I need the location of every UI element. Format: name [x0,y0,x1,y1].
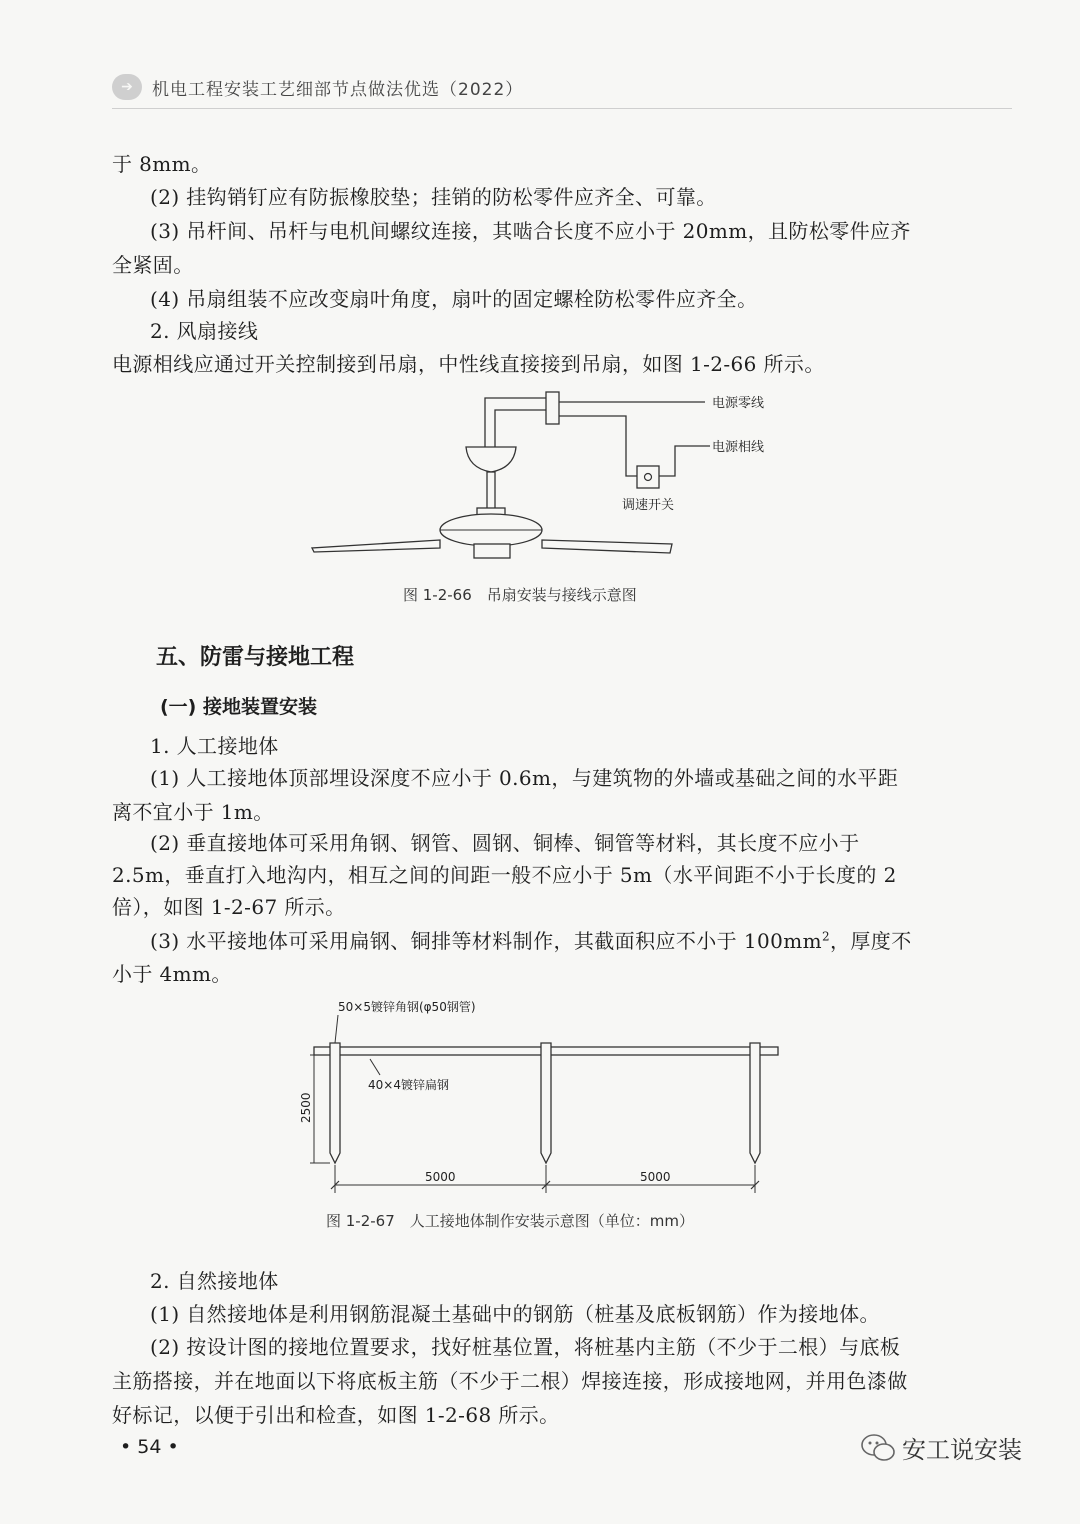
dim-height-text: 2500 [299,1092,313,1123]
paragraph-line: (2) 垂直接地体可采用角钢、钢管、圆钢、铜棒、铜管等材料，其长度不应小于 [150,831,860,855]
paragraph-line: 全紧固。 [112,253,194,277]
running-header [112,74,523,100]
paragraph-line: 离不宜小于 1m。 [112,800,274,824]
paragraph-line: 小于 4mm。 [112,962,232,986]
wire-to-switch [559,416,637,476]
label-angle-steel: 50×5镀锌角钢(φ50钢管) [338,1000,476,1014]
leader-angle [335,1015,338,1043]
paragraph-line: 倍），如图 1-2-67 所示。 [112,895,346,919]
wire-phase-source [659,446,710,476]
header-divider [112,108,1012,109]
speed-switch [637,466,659,488]
ground-rod-2 [541,1043,551,1163]
label-flat-steel: 40×4镀锌扁钢 [368,1078,449,1092]
wechat-icon [860,1433,896,1463]
paragraph-line: (2) 按设计图的接地位置要求，找好桩基位置，将桩基内主筋（不少于二根）与底板 [150,1335,901,1359]
section-title: 五、防雷与接地工程 [156,645,355,670]
paragraph-line: 电源相线应通过开关控制接到吊扇，中性线直接接到吊扇，如图 1-2-66 所示。 [112,352,825,376]
fan-blade-left [312,540,440,552]
book-logo-icon: ➔ [112,74,142,100]
paragraph-line: 2.5m，垂直打入地沟内，相互之间的间距一般不应小于 5m（水平间距不小于长度的 2 [112,863,897,887]
ceiling-canopy [466,447,516,472]
figure-caption: 图 1-2-66 吊扇安装与接线示意图 [403,586,637,604]
junction-terminal [546,392,559,424]
figure-caption: 图 1-2-67 人工接地体制作安装示意图（单位：mm） [326,1212,694,1230]
paragraph-text: (3) 水平接地体可采用扁钢、铜排等材料制作，其截面积应不小于 100mm [150,929,822,953]
fan-blade-right [542,540,672,553]
paragraph-line [150,925,1010,954]
paragraph-text: ，厚度不 [830,929,912,953]
paragraph-line: (2) 挂钩销钉应有防振橡胶垫；挂销的防松零件应齐全、可靠。 [150,185,717,209]
paragraph-line: 主筋搭接，并在地面以下将底板主筋（不少于二根）焊接连接，形成接地网，并用色漆做 [112,1369,908,1393]
downrod [487,472,495,510]
paragraph-line: (4) 吊扇组装不应改变扇叶角度，扇叶的固定螺栓防松零件应齐全。 [150,287,758,311]
header-title: 机电工程安装工艺细部节点做法优选（2022） [152,79,524,100]
subheading-fan-wiring: 2. 风扇接线 [150,319,259,343]
dim-span-text-2: 5000 [640,1170,671,1184]
leader-flat [370,1059,380,1075]
wire-neutral-in [485,398,546,447]
wire-phase-in [495,410,546,447]
figure-ceiling-fan-wiring [300,380,800,580]
superscript: 2 [821,929,830,944]
page-number: • 54 • [120,1436,179,1458]
watermark [860,1430,1022,1465]
section-subtitle: (一) 接地装置安装 [160,696,317,718]
paragraph-line: 于 8mm。 [112,152,212,176]
subheading-artificial-electrode: 1. 人工接地体 [150,734,279,758]
subheading-natural-electrode: 2. 自然接地体 [150,1269,279,1293]
paragraph-line: (1) 自然接地体是利用钢筋混凝土基础中的钢筋（桩基及底板钢筋）作为接地体。 [150,1302,880,1326]
light-cap [474,544,510,558]
paragraph-line: 好标记，以便于引出和检查，如图 1-2-68 所示。 [112,1403,560,1427]
label-switch: 调速开关 [622,498,675,513]
paragraph-line: (3) 吊杆间、吊杆与电机间螺纹连接，其啮合长度不应小于 20mm，且防松零件应齐 [150,219,911,243]
ground-rod-3 [750,1043,760,1163]
ground-rod-1 [330,1043,340,1163]
label-phase: 电源相线 [712,440,765,455]
watermark-text: 安工说安装 [902,1436,1022,1464]
paragraph-line: (1) 人工接地体顶部埋设深度不应小于 0.6m，与建筑物的外墙或基础之间的水平距 [150,766,899,790]
dim-span-text-1: 5000 [425,1170,456,1184]
figure-grounding-electrode [290,995,800,1200]
label-neutral: 电源零线 [712,396,765,411]
